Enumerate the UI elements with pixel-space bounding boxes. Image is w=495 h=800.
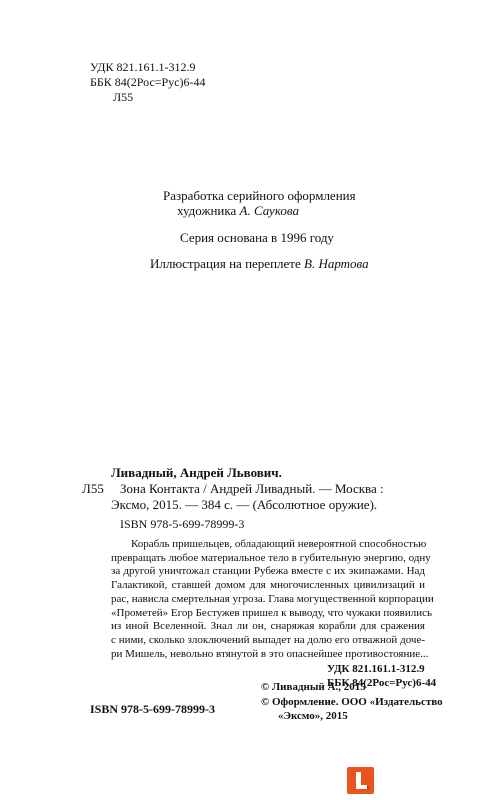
annotation-line: Галактикой, ставшей домом для многочисленных цивилизаций и xyxy=(111,579,425,592)
annotation-line: Корабль пришельцев, обладающий невероятной способностью xyxy=(131,538,427,550)
footer-isbn: ISBN 978-5-699-78999-3 xyxy=(90,702,215,716)
catalog-isbn: ISBN 978-5-699-78999-3 xyxy=(120,517,245,531)
illustration-prefix: Иллюстрация на переплете xyxy=(150,256,304,271)
series-founded-line: Серия основана в 1996 году xyxy=(180,230,334,245)
annotation-line: превращать любое материальное тело в губительную энергию, одну xyxy=(111,551,431,564)
annotation-line: рас, нависла смертельная угроза. Глава могущественной корпорации xyxy=(111,592,434,605)
author-mark: Л55 xyxy=(113,90,134,104)
series-design-prefix: художника xyxy=(177,203,240,218)
annotation-line: «Прометей» Егор Бестужев пришел к выводу, что чужаки появились xyxy=(111,606,432,619)
catalog-bbk: ББК 84(2Рос=Рус)6-44 xyxy=(327,677,437,689)
illustration-artist: В. Нартова xyxy=(304,256,369,271)
annotation-paragraph xyxy=(111,538,434,661)
catalog-line-1: Зона Контакта / Андрей Ливадный. — Москва : xyxy=(120,481,384,496)
illustration-credit-line xyxy=(150,256,369,272)
publisher-logo-icon xyxy=(347,767,374,794)
catalog-mark: Л55 xyxy=(82,481,104,496)
copyright-design-line-1: © Оформление. ООО «Издательство xyxy=(261,696,443,708)
annotation-line: за другой уничтожал станции Рубежа вместе с их экипажами. Над xyxy=(111,565,425,578)
bbk-code: ББК 84(2Рос=Рус)6-44 xyxy=(90,75,206,89)
annotation-line: ри Мишель, невольно втянутой в это опаснейшее противостояние... xyxy=(111,647,429,660)
series-design-artist-line xyxy=(177,203,299,219)
annotation-line: с ними, сколько злоключений выпадет на долю его отважной доче- xyxy=(111,633,425,646)
series-design-line: Разработка серийного оформления xyxy=(163,188,356,203)
annotation-line: из иной Вселенной. Знал ли он, снаряжая корабли для сражения xyxy=(111,620,425,633)
catalog-line-2: Эксмо, 2015. — 384 с. — (Абсолютное оружие). xyxy=(111,497,378,512)
catalog-heading: Ливадный, Андрей Львович. xyxy=(111,465,282,480)
copyright-author: © Ливадный А., 2015 xyxy=(261,681,366,693)
series-design-artist: А. Саукова xyxy=(239,203,299,218)
catalog-udk: УДК 821.161.1-312.9 xyxy=(327,663,425,675)
copyright-design-line-2: «Эксмо», 2015 xyxy=(278,710,348,722)
udk-code: УДК 821.161.1-312.9 xyxy=(90,60,196,74)
